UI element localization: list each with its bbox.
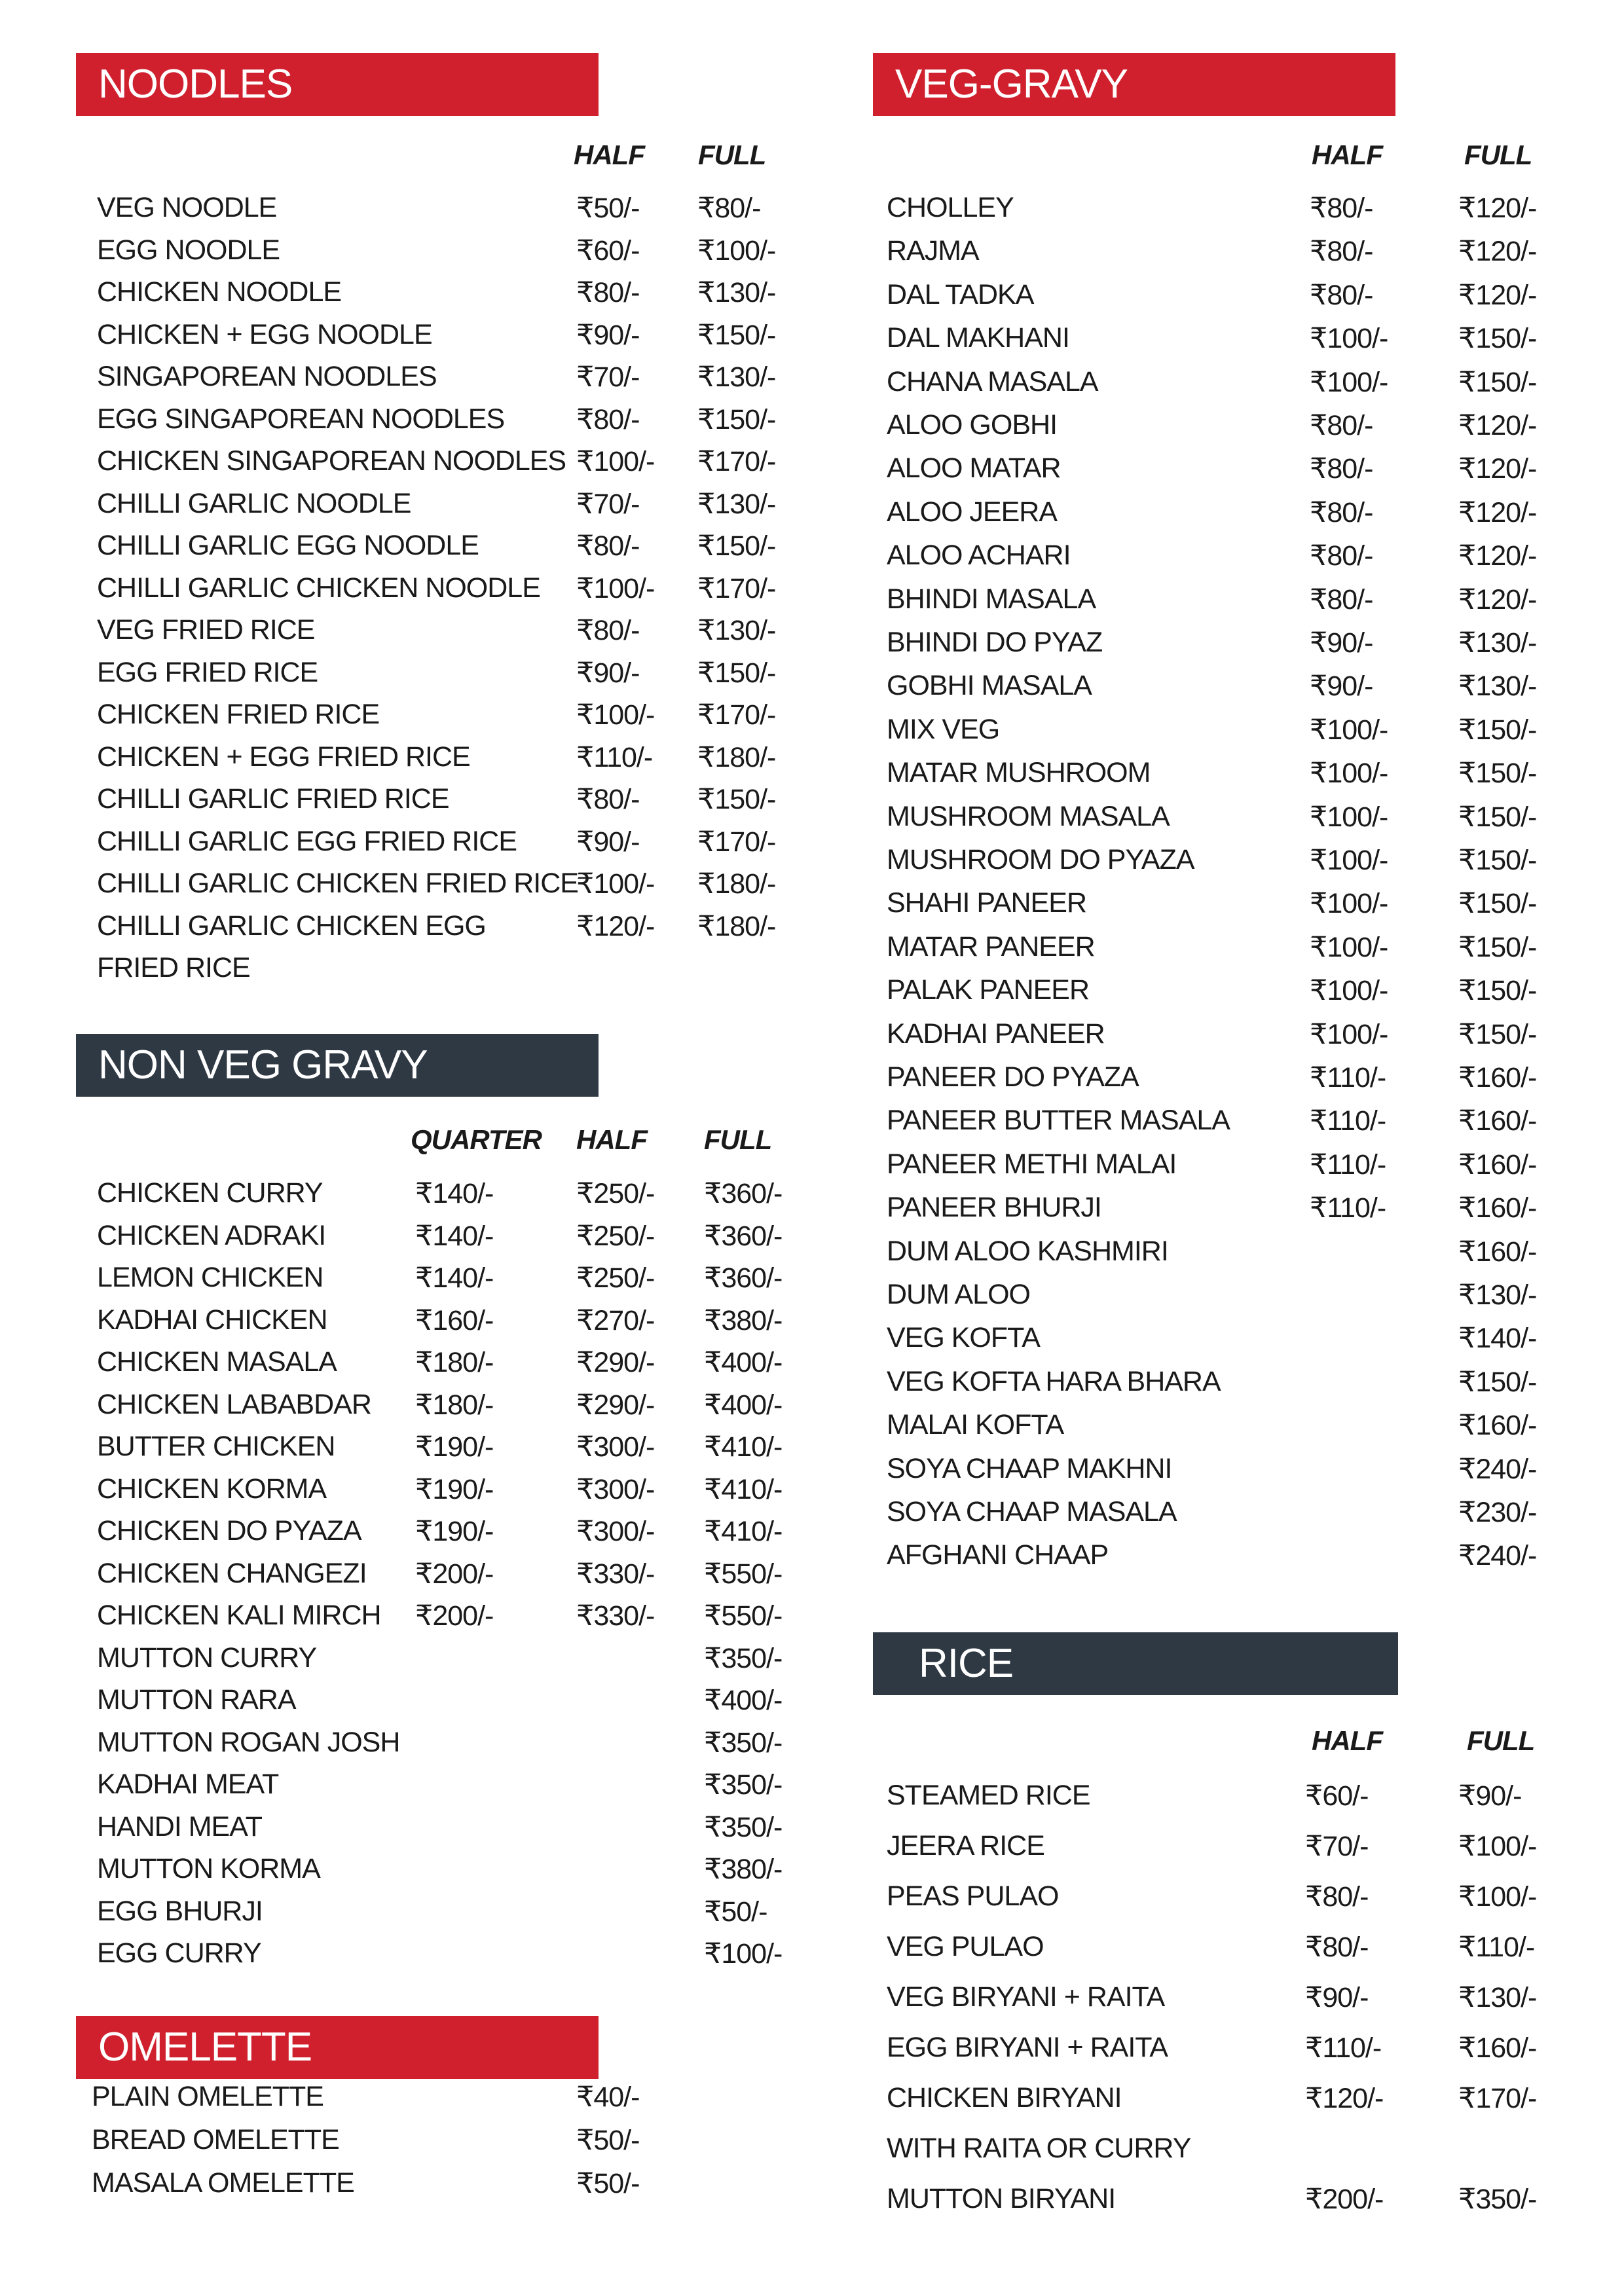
veg-row-item-name: MUSHROOM MASALA [887, 800, 1170, 832]
noodles-row-price-col-2: ₹170/- [697, 446, 776, 477]
veg-row-price-col-1: ₹100/- [1310, 758, 1388, 790]
non-veg-row-price-col-1: ₹180/- [415, 1389, 494, 1421]
non-veg-row-item-name: CHICKEN MASALA [97, 1346, 337, 1378]
non-veg-row-price-col-3: ₹360/- [704, 1220, 783, 1252]
noodles-row-price-col-2: ₹150/- [697, 530, 776, 562]
column-header-half: HALF [574, 139, 644, 170]
column-header-full: FULL [704, 1124, 772, 1155]
non-veg-row-price-col-3: ₹350/- [704, 1727, 783, 1759]
column-header-full: FULL [1467, 1725, 1535, 1756]
column-header-quarter: QUARTER [411, 1124, 542, 1155]
noodles-row-price-col-1: ₹60/- [576, 234, 640, 266]
veg-row-item-name: CHANA MASALA [887, 365, 1098, 397]
veg-row-price-col-2: ₹150/- [1458, 1018, 1537, 1050]
veg-row-price-col-2: ₹150/- [1458, 758, 1537, 790]
rice-row-price-col-1: ₹110/- [1305, 2032, 1382, 2064]
noodles-row-price-col-1: ₹80/- [576, 277, 640, 308]
section-title: OMELETTE [98, 2025, 312, 2070]
veg-row-price-col-2: ₹150/- [1458, 931, 1537, 963]
non-veg-row-price-col-2: ₹250/- [576, 1178, 655, 1209]
veg-row-price-col-1: ₹80/- [1310, 192, 1373, 224]
veg-row-item-name: AFGHANI CHAAP [887, 1539, 1109, 1571]
noodles-row-price-col-1: ₹50/- [576, 192, 640, 224]
section-banner-omelette [76, 2016, 599, 2079]
non-veg-row-item-name: LEMON CHICKEN [97, 1262, 323, 1293]
veg-row-price-col-1: ₹80/- [1310, 583, 1373, 615]
veg-row-price-col-1: ₹100/- [1310, 801, 1388, 833]
section-banner-rice [873, 1632, 1398, 1695]
rice-row-price-col-2: ₹160/- [1458, 2032, 1537, 2064]
non-veg-row-item-name: BUTTER CHICKEN [97, 1431, 335, 1462]
section-title: RICE [919, 1641, 1014, 1686]
noodles-row-item-name: EGG FRIED RICE [97, 656, 318, 688]
non-veg-row-price-col-3: ₹50/- [704, 1896, 767, 1928]
non-veg-row-price-col-2: ₹250/- [576, 1262, 655, 1294]
veg-row-item-name: SOYA CHAAP MAKHNI [887, 1452, 1172, 1484]
veg-row-item-name: PANEER METHI MALAI [887, 1148, 1177, 1180]
rice-row-item-name: WITH RAITA OR CURRY [887, 2133, 1191, 2164]
non-veg-row-item-name: CHICKEN LABABDAR [97, 1388, 371, 1420]
veg-row-item-name: SOYA CHAAP MASALA [887, 1496, 1177, 1528]
veg-row-price-col-1: ₹110/- [1310, 1062, 1386, 1093]
non-veg-row-price-col-3: ₹350/- [704, 1769, 783, 1801]
column-header-half: HALF [1312, 1725, 1382, 1756]
non-veg-row-price-col-3: ₹350/- [704, 1642, 783, 1674]
veg-row-price-col-1: ₹100/- [1310, 714, 1388, 746]
omelette-row-item-name: BREAD OMELETTE [92, 2124, 339, 2155]
veg-row-item-name: PANEER BUTTER MASALA [887, 1105, 1230, 1137]
rice-row-item-name: PEAS PULAO [887, 1880, 1059, 1912]
non-veg-row-price-col-1: ₹140/- [415, 1262, 494, 1294]
veg-row-price-col-1: ₹90/- [1310, 627, 1373, 659]
non-veg-row-price-col-1: ₹160/- [415, 1304, 494, 1336]
veg-row-price-col-2: ₹160/- [1458, 1062, 1537, 1093]
section-title: VEG-GRAVY [895, 62, 1128, 107]
veg-row-price-col-2: ₹140/- [1458, 1323, 1537, 1355]
rice-row-price-col-1: ₹90/- [1305, 1982, 1369, 2013]
veg-row-item-name: ALOO JEERA [887, 496, 1058, 528]
non-veg-row-price-col-2: ₹330/- [576, 1600, 655, 1632]
noodles-row-price-col-2: ₹130/- [697, 361, 776, 393]
veg-row-item-name: DUM ALOO [887, 1279, 1030, 1310]
non-veg-row-price-col-2: ₹300/- [576, 1473, 655, 1505]
non-veg-row-item-name: MUTTON CURRY [97, 1641, 317, 1674]
veg-row-item-name: ALOO MATAR [887, 452, 1061, 485]
noodles-row-item-name: CHILLI GARLIC EGG NOODLE [97, 530, 479, 561]
non-veg-row-price-col-3: ₹380/- [704, 1304, 783, 1336]
veg-row-item-name: DAL TADKA [887, 278, 1034, 310]
veg-row-item-name: GOBHI MASALA [887, 670, 1092, 702]
non-veg-row-price-col-3: ₹550/- [704, 1600, 783, 1632]
omelette-row-price-col-1: ₹50/- [576, 2125, 640, 2156]
noodles-row-price-col-2: ₹170/- [697, 572, 776, 604]
veg-row-price-col-2: ₹120/- [1458, 496, 1537, 528]
rice-row-price-col-2: ₹350/- [1458, 2184, 1537, 2215]
non-veg-row-price-col-3: ₹100/- [704, 1938, 783, 1970]
non-veg-row-price-col-1: ₹190/- [415, 1473, 494, 1505]
noodles-row-price-col-1: ₹110/- [576, 741, 653, 773]
veg-row-item-name: CHOLLEY [887, 192, 1014, 223]
non-veg-row-item-name: CHICKEN CURRY [97, 1177, 323, 1209]
veg-row-price-col-2: ₹150/- [1458, 975, 1537, 1007]
veg-row-item-name: MATAR PANEER [887, 930, 1095, 962]
noodles-row-price-col-2: ₹80/- [697, 192, 761, 224]
noodles-row-item-name: SINGAPOREAN NOODLES [97, 361, 437, 392]
noodles-row-price-col-2: ₹100/- [697, 234, 776, 266]
veg-row-price-col-1: ₹100/- [1310, 975, 1388, 1007]
veg-row-price-col-2: ₹150/- [1458, 801, 1537, 833]
veg-row-item-name: VEG KOFTA HARA BHARA [887, 1365, 1221, 1397]
section-banner-non-veg-gravy [76, 1034, 599, 1097]
non-veg-row-item-name: MUTTON RARA [97, 1684, 296, 1715]
veg-row-price-col-2: ₹130/- [1458, 627, 1537, 659]
noodles-row-price-col-2: ₹180/- [697, 868, 776, 900]
rice-row-item-name: VEG BIRYANI + RAITA [887, 1981, 1165, 2013]
veg-row-price-col-2: ₹150/- [1458, 845, 1537, 876]
non-veg-row-price-col-2: ₹290/- [576, 1389, 655, 1421]
noodles-row-item-name: VEG NOODLE [97, 192, 277, 223]
veg-row-price-col-1: ₹110/- [1310, 1148, 1386, 1181]
noodles-row-item-name: EGG SINGAPOREAN NOODLES [97, 403, 505, 435]
noodles-row-item-name: CHICKEN SINGAPOREAN NOODLES [97, 445, 566, 477]
non-veg-row-item-name: MUTTON KORMA [97, 1853, 320, 1884]
non-veg-row-price-col-1: ₹140/- [415, 1220, 494, 1252]
non-veg-row-price-col-1: ₹200/- [415, 1600, 494, 1632]
non-veg-row-price-col-3: ₹360/- [704, 1178, 783, 1209]
non-veg-row-price-col-1: ₹200/- [415, 1558, 494, 1590]
noodles-row-price-col-1: ₹70/- [576, 488, 640, 520]
noodles-row-item-name: CHILLI GARLIC EGG FRIED RICE [97, 825, 517, 857]
rice-row-price-col-2: ₹170/- [1458, 2083, 1537, 2114]
noodles-row-price-col-1: ₹80/- [576, 784, 640, 815]
veg-row-price-col-1: ₹80/- [1310, 540, 1373, 572]
veg-row-item-name: PANEER BHURJI [887, 1192, 1101, 1224]
noodles-row-price-col-2: ₹150/- [697, 319, 776, 351]
noodles-row-item-name: CHICKEN NOODLE [97, 276, 342, 308]
veg-row-item-name: MATAR MUSHROOM [887, 757, 1151, 789]
veg-row-price-col-2: ₹160/- [1458, 1236, 1537, 1268]
noodles-row-item-name: EGG NOODLE [97, 234, 280, 266]
rice-row-price-col-2: ₹90/- [1458, 1780, 1522, 1812]
non-veg-row-price-col-3: ₹350/- [704, 1811, 783, 1843]
veg-row-price-col-2: ₹120/- [1458, 236, 1537, 268]
veg-row-price-col-2: ₹120/- [1458, 192, 1537, 224]
veg-row-item-name: VEG KOFTA [887, 1322, 1040, 1354]
rice-row-item-name: CHICKEN BIRYANI [887, 2082, 1122, 2114]
noodles-row-price-col-1: ₹100/- [576, 446, 655, 477]
noodles-row-item-name: FRIED RICE [97, 952, 250, 983]
non-veg-row-price-col-2: ₹270/- [576, 1304, 655, 1336]
rice-row-price-col-1: ₹120/- [1305, 2083, 1384, 2114]
non-veg-row-item-name: CHICKEN ADRAKI [97, 1219, 326, 1251]
veg-row-price-col-1: ₹110/- [1310, 1105, 1386, 1137]
non-veg-row-item-name: CHICKEN KALI MIRCH [97, 1600, 381, 1631]
omelette-row-item-name: PLAIN OMELETTE [92, 2081, 323, 2112]
veg-row-price-col-1: ₹90/- [1310, 670, 1373, 703]
non-veg-row-price-col-3: ₹410/- [704, 1473, 783, 1505]
veg-row-price-col-2: ₹160/- [1458, 1105, 1537, 1137]
non-veg-row-price-col-2: ₹300/- [576, 1516, 655, 1547]
veg-row-price-col-1: ₹100/- [1310, 1018, 1388, 1050]
noodles-row-price-col-1: ₹100/- [576, 868, 655, 900]
veg-row-price-col-2: ₹230/- [1458, 1497, 1537, 1528]
non-veg-row-price-col-2: ₹250/- [576, 1220, 655, 1252]
non-veg-row-item-name: CHICKEN KORMA [97, 1473, 327, 1505]
non-veg-row-price-col-3: ₹360/- [704, 1262, 783, 1294]
veg-row-price-col-2: ₹120/- [1458, 410, 1537, 441]
veg-row-item-name: BHINDI MASALA [887, 583, 1096, 615]
non-veg-row-item-name: MUTTON ROGAN JOSH [97, 1726, 400, 1758]
omelette-row-price-col-1: ₹40/- [576, 2081, 640, 2113]
veg-row-price-col-2: ₹160/- [1458, 1192, 1537, 1224]
veg-row-price-col-2: ₹160/- [1458, 1410, 1537, 1442]
veg-row-price-col-1: ₹100/- [1310, 931, 1388, 963]
veg-row-price-col-2: ₹240/- [1458, 1540, 1537, 1572]
veg-row-price-col-1: ₹80/- [1310, 496, 1373, 528]
noodles-row-price-col-2: ₹170/- [697, 699, 776, 731]
non-veg-row-price-col-1: ₹190/- [415, 1431, 494, 1463]
noodles-row-price-col-2: ₹130/- [697, 488, 776, 520]
noodles-row-price-col-1: ₹90/- [576, 657, 640, 689]
non-veg-row-price-col-1: ₹190/- [415, 1516, 494, 1547]
veg-row-price-col-2: ₹120/- [1458, 583, 1537, 615]
veg-row-price-col-1: ₹80/- [1310, 236, 1373, 268]
non-veg-row-price-col-3: ₹400/- [704, 1347, 783, 1378]
column-header-full: FULL [698, 139, 766, 170]
noodles-row-item-name: CHILLI GARLIC FRIED RICE [97, 783, 449, 815]
non-veg-row-price-col-2: ₹290/- [576, 1347, 655, 1378]
rice-row-item-name: JEERA RICE [887, 1830, 1044, 1861]
noodles-row-price-col-2: ₹180/- [697, 741, 776, 773]
veg-row-price-col-2: ₹240/- [1458, 1453, 1537, 1485]
noodles-row-item-name: CHILLI GARLIC CHICKEN FRIED RICE [97, 868, 578, 899]
non-veg-row-price-col-3: ₹380/- [704, 1854, 783, 1885]
veg-row-item-name: MIX VEG [887, 713, 1000, 745]
non-veg-row-price-col-1: ₹140/- [415, 1178, 494, 1209]
veg-row-item-name: SHAHI PANEER [887, 887, 1086, 919]
veg-row-price-col-1: ₹110/- [1310, 1192, 1386, 1224]
noodles-row-price-col-1: ₹90/- [576, 319, 640, 351]
omelette-row-item-name: MASALA OMELETTE [92, 2167, 354, 2199]
veg-row-item-name: ALOO GOBHI [887, 409, 1058, 441]
veg-row-item-name: DUM ALOO KASHMIRI [887, 1235, 1168, 1267]
rice-row-price-col-1: ₹80/- [1305, 1881, 1369, 1913]
non-veg-row-price-col-3: ₹550/- [704, 1558, 783, 1590]
veg-row-price-col-1: ₹80/- [1310, 279, 1373, 311]
veg-row-item-name: BHINDI DO PYAZ [887, 627, 1103, 658]
noodles-row-price-col-2: ₹150/- [697, 403, 776, 435]
veg-row-price-col-2: ₹150/- [1458, 323, 1537, 355]
noodles-row-price-col-2: ₹150/- [697, 657, 776, 689]
rice-row-price-col-1: ₹200/- [1305, 2184, 1384, 2215]
noodles-row-price-col-1: ₹80/- [576, 530, 640, 562]
rice-row-price-col-2: ₹130/- [1458, 1982, 1537, 2013]
noodles-row-price-col-1: ₹80/- [576, 403, 640, 435]
noodles-row-item-name: CHILLI GARLIC CHICKEN NOODLE [97, 572, 540, 604]
veg-row-price-col-2: ₹130/- [1458, 1279, 1537, 1311]
non-veg-row-price-col-2: ₹330/- [576, 1558, 655, 1590]
veg-row-item-name: KADHAI PANEER [887, 1017, 1105, 1050]
noodles-row-price-col-2: ₹130/- [697, 615, 776, 646]
veg-row-price-col-2: ₹130/- [1458, 670, 1537, 703]
rice-row-item-name: EGG BIRYANI + RAITA [887, 2032, 1168, 2063]
veg-row-price-col-2: ₹160/- [1458, 1148, 1537, 1181]
non-veg-row-price-col-3: ₹410/- [704, 1516, 783, 1547]
noodles-row-price-col-1: ₹80/- [576, 615, 640, 646]
veg-row-price-col-2: ₹150/- [1458, 888, 1537, 920]
noodles-row-price-col-1: ₹100/- [576, 572, 655, 604]
veg-row-price-col-1: ₹100/- [1310, 845, 1388, 876]
non-veg-row-item-name: CHICKEN CHANGEZI [97, 1557, 367, 1589]
veg-row-price-col-2: ₹150/- [1458, 366, 1537, 398]
non-veg-row-item-name: HANDI MEAT [97, 1810, 262, 1842]
rice-row-price-col-1: ₹80/- [1305, 1932, 1369, 1963]
veg-row-price-col-2: ₹120/- [1458, 279, 1537, 311]
noodles-row-price-col-2: ₹130/- [697, 277, 776, 308]
veg-row-price-col-2: ₹120/- [1458, 453, 1537, 485]
veg-row-item-name: MALAI KOFTA [887, 1409, 1064, 1441]
rice-row-price-col-1: ₹70/- [1305, 1831, 1369, 1862]
noodles-row-price-col-2: ₹180/- [697, 910, 776, 942]
veg-row-price-col-1: ₹80/- [1310, 410, 1373, 441]
noodles-row-item-name: CHICKEN + EGG NOODLE [97, 318, 432, 350]
rice-row-price-col-2: ₹110/- [1458, 1932, 1535, 1963]
noodles-row-item-name: VEG FRIED RICE [97, 614, 315, 646]
veg-row-price-col-2: ₹150/- [1458, 714, 1537, 746]
rice-row-price-col-2: ₹100/- [1458, 1831, 1537, 1862]
rice-row-price-col-1: ₹60/- [1305, 1780, 1369, 1812]
noodles-row-price-col-1: ₹120/- [576, 910, 655, 942]
veg-row-item-name: PANEER DO PYAZA [887, 1061, 1139, 1093]
rice-row-item-name: VEG PULAO [887, 1931, 1044, 1962]
column-header-half: HALF [576, 1124, 647, 1155]
column-header-full: FULL [1464, 139, 1532, 170]
rice-row-item-name: MUTTON BIRYANI [887, 2183, 1116, 2214]
non-veg-row-price-col-3: ₹410/- [704, 1431, 783, 1463]
veg-row-item-name: ALOO ACHARI [887, 540, 1071, 572]
veg-row-price-col-2: ₹120/- [1458, 540, 1537, 572]
veg-row-price-col-1: ₹100/- [1310, 323, 1388, 355]
veg-row-item-name: PALAK PANEER [887, 974, 1090, 1006]
veg-row-price-col-1: ₹100/- [1310, 366, 1388, 398]
non-veg-row-item-name: KADHAI MEAT [97, 1768, 279, 1800]
section-banner-noodles [76, 53, 599, 116]
section-banner-veg-gravy [873, 53, 1395, 116]
veg-row-price-col-2: ₹150/- [1458, 1366, 1537, 1398]
rice-row-price-col-2: ₹100/- [1458, 1881, 1537, 1913]
noodles-row-price-col-1: ₹100/- [576, 699, 655, 731]
column-header-half: HALF [1312, 139, 1382, 170]
veg-row-item-name: DAL MAKHANI [887, 322, 1069, 354]
noodles-row-item-name: CHICKEN FRIED RICE [97, 699, 380, 730]
noodles-row-price-col-2: ₹170/- [697, 826, 776, 858]
veg-row-item-name: RAJMA [887, 235, 979, 267]
non-veg-row-price-col-2: ₹300/- [576, 1431, 655, 1463]
veg-row-item-name: MUSHROOM DO PYAZA [887, 844, 1194, 875]
non-veg-row-item-name: CHICKEN DO PYAZA [97, 1515, 361, 1547]
veg-row-price-col-1: ₹80/- [1310, 453, 1373, 485]
veg-row-price-col-1: ₹100/- [1310, 888, 1388, 920]
non-veg-row-price-col-3: ₹400/- [704, 1389, 783, 1421]
non-veg-row-price-col-1: ₹180/- [415, 1347, 494, 1378]
section-title: NON VEG GRAVY [98, 1042, 428, 1088]
noodles-row-price-col-1: ₹90/- [576, 826, 640, 858]
non-veg-row-item-name: KADHAI CHICKEN [97, 1304, 327, 1336]
omelette-row-price-col-1: ₹50/- [576, 2168, 640, 2199]
noodles-row-price-col-1: ₹70/- [576, 361, 640, 393]
non-veg-row-item-name: EGG CURRY [97, 1937, 261, 1969]
noodles-row-item-name: CHILLI GARLIC CHICKEN EGG [97, 909, 486, 942]
non-veg-row-item-name: EGG BHURJI [97, 1895, 263, 1927]
noodles-row-item-name: CHILLI GARLIC NOODLE [97, 487, 411, 519]
non-veg-row-price-col-3: ₹400/- [704, 1685, 783, 1716]
noodles-row-price-col-2: ₹150/- [697, 784, 776, 815]
rice-row-item-name: STEAMED RICE [887, 1780, 1090, 1811]
noodles-row-item-name: CHICKEN + EGG FRIED RICE [97, 741, 470, 773]
section-title: NOODLES [98, 62, 293, 107]
